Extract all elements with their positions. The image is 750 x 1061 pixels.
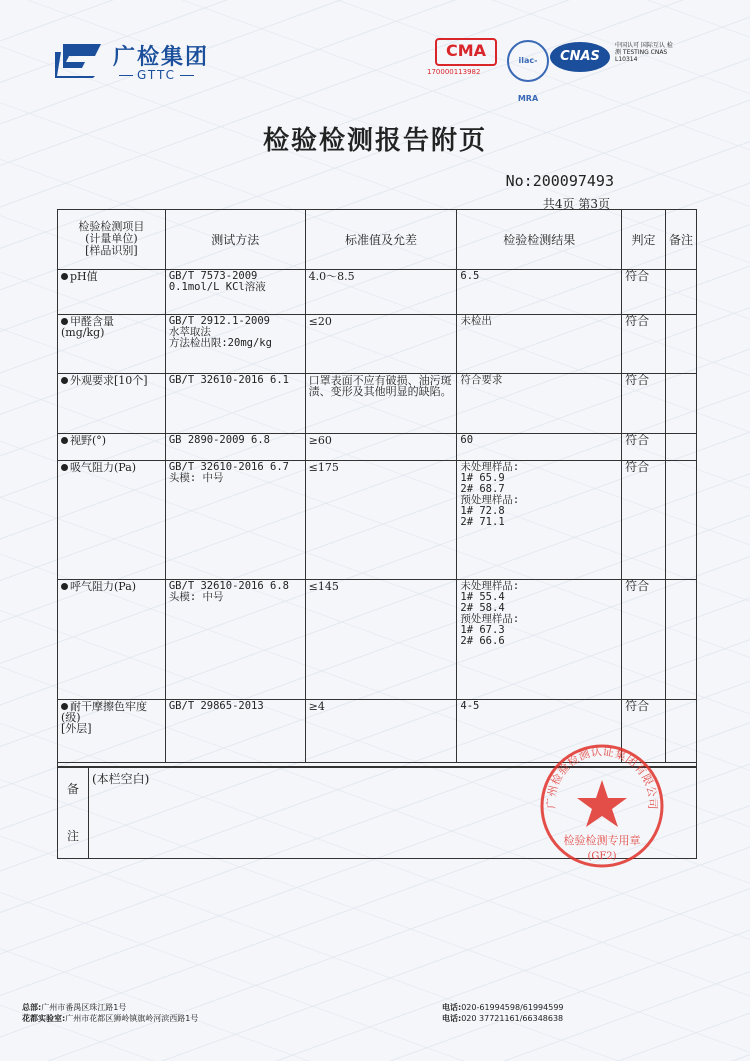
row-remark-cell [666, 580, 697, 699]
row-item-cell: 吸气阻力(Pa) [58, 460, 166, 579]
row-judgement-cell: 符合 [622, 314, 666, 374]
row-method-cell: GB 2890-2009 6.8 [165, 433, 305, 460]
row-item-cell: 耐干摩擦色牢度 (级) [外层] [58, 699, 166, 762]
table-row [58, 374, 697, 434]
row-result-cell: 未处理样品: 1# 65.9 2# 68.7 预处理样品: 1# 72.8 2# 71.1 [457, 460, 622, 579]
table-row [58, 433, 697, 460]
row-remark-cell [666, 460, 697, 579]
cnas-logo: CNAS [550, 42, 610, 72]
row-standard-cell: 口罩表面不应有破损、油污斑渍、变形及其他明显的缺陷。 [305, 374, 457, 434]
page-title: 检验检测报告附页 [262, 126, 487, 156]
row-method-cell: GB/T 2912.1-2009 水萃取法 方法检出限:20mg/kg [165, 314, 305, 374]
notes-content: (本栏空白) [89, 768, 697, 859]
row-method-cell: GB/T 32610-2016 6.1 [165, 374, 305, 434]
row-judgement-cell: 符合 [622, 374, 666, 434]
header-standard: 标准值及允差 [305, 210, 457, 270]
row-result-cell: 6.5 [457, 269, 622, 314]
gttc-logo-icon [55, 42, 101, 78]
header-result: 检验检测结果 [457, 210, 622, 270]
row-result-cell: 未检出 [457, 314, 622, 374]
report-header [55, 38, 715, 103]
row-item-cell: 外观要求[10个] [58, 374, 166, 434]
ilac-mra-logo: ilac-MRA [507, 40, 549, 82]
row-standard-cell: ≥60 [305, 433, 457, 460]
table-row [58, 314, 697, 374]
row-remark-cell [666, 699, 697, 762]
stamp-main-text: 检验检测专用章 [563, 834, 641, 847]
footer-hq: 总部:广州市番禺区珠江路1号 [22, 1003, 127, 1012]
header-item: 检验检测项目 (计量单位) [样品识别] [58, 210, 166, 270]
notes-label: 备 注 [58, 768, 89, 859]
bullet-icon [61, 583, 68, 590]
row-method-cell: GB/T 29865-2013 [165, 699, 305, 762]
bullet-icon [61, 377, 68, 384]
stamp-ring-text: 广州检验检测认证集团有限公司 [544, 745, 660, 811]
header-remark: 备注 [666, 210, 697, 270]
results-table [57, 209, 697, 767]
table-row [58, 460, 697, 579]
row-standard-cell: ≤20 [305, 314, 457, 374]
row-standard-cell: 4.0～8.5 [305, 269, 457, 314]
row-remark-cell [666, 314, 697, 374]
row-judgement-cell: 符合 [622, 580, 666, 699]
row-method-cell: GB/T 32610-2016 6.8 头模: 中号 [165, 580, 305, 699]
row-result-cell: 60 [457, 433, 622, 460]
brand-subtitle: GTTC [115, 68, 198, 82]
row-item-cell: 呼气阻力(Pa) [58, 580, 166, 699]
cma-mark: CMA [435, 38, 497, 66]
row-judgement-cell: 符合 [622, 433, 666, 460]
header-judgement: 判定 [622, 210, 666, 270]
row-result-cell: 未处理样品: 1# 55.4 2# 58.4 预处理样品: 1# 67.3 2# 66.6 [457, 580, 622, 699]
row-standard-cell: ≤175 [305, 460, 457, 579]
table-row [58, 269, 697, 314]
bullet-icon [61, 703, 68, 710]
star-icon [577, 780, 627, 827]
cnas-accreditation-text: 中国认可 国际互认 检测 TESTING CNAS L10314 [615, 42, 673, 63]
footer-tel-2: 电话:020 37721161/66348638 [442, 1014, 564, 1023]
page-info: 共4页 第3页 [542, 197, 610, 211]
official-seal-stamp [538, 742, 666, 870]
row-item-cell: 视野(°) [58, 433, 166, 460]
footer-lab: 花都实验室:广州市花都区狮岭镇旗岭河滨西路1号 [22, 1014, 199, 1023]
footer-tel-1: 电话:020-61994598/61994599 [442, 1003, 564, 1012]
row-remark-cell [666, 269, 697, 314]
row-item-cell: 甲醛含量 (mg/kg) [58, 314, 166, 374]
bullet-icon [61, 437, 68, 444]
row-judgement-cell: 符合 [622, 699, 666, 762]
row-item-cell: pH值 [58, 269, 166, 314]
bullet-icon [61, 318, 68, 325]
cma-number: 170000113982 [427, 68, 481, 76]
row-remark-cell [666, 433, 697, 460]
certification-marks [415, 38, 715, 103]
brand-name: 广检集团 [113, 45, 210, 70]
row-judgement-cell: 符合 [622, 460, 666, 579]
report-number: No:200097493 [505, 172, 614, 190]
row-standard-cell: ≥4 [305, 699, 457, 762]
table-row [58, 580, 697, 699]
bullet-icon [61, 273, 68, 280]
row-remark-cell [666, 374, 697, 434]
header-method: 测试方法 [165, 210, 305, 270]
row-result-cell: 4-5 [457, 699, 622, 762]
row-method-cell: GB/T 32610-2016 6.7 头模: 中号 [165, 460, 305, 579]
row-judgement-cell: 符合 [622, 269, 666, 314]
table-header-row [58, 210, 697, 270]
stamp-code: (GF2) [587, 851, 617, 862]
row-standard-cell: ≤145 [305, 580, 457, 699]
row-method-cell: GB/T 7573-2009 0.1mol/L KCl溶液 [165, 269, 305, 314]
bullet-icon [61, 464, 68, 471]
row-result-cell: 符合要求 [457, 374, 622, 434]
